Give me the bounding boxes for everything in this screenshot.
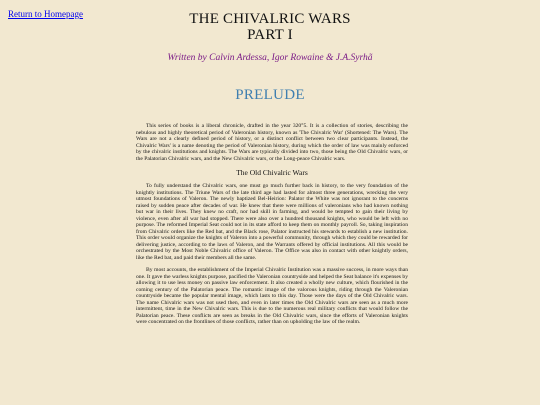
page-subtitle-part: PART I <box>247 27 293 43</box>
page-title: THE CHIVALRIC WARS <box>189 11 351 27</box>
article-body <box>136 123 408 332</box>
body-paragraph-1: To fully understand the Chivalric wars, one must go much further back in history, to the very foundation of the knightly institutions. The Triune Wars of the late third age had lasted for almost three generations, wrecking the very utmost foundations of Valeron. The newly baptized Bel-Heirion: Palator the White was not ignorant to the concerns raised by sudden peace after decades of war. He knew that there were millions of valeronians who had known nothing but war in their lives. They knew no craft, nor had skill in farming, and would be tempted to gain their living by violence, even after all war had stopped. There were also over a hundred thousand knights, who would be left with no purpose. The reformed Imperial Seat could not in its state afford to keep them on monthly payroll. So, taking inspiration from Chivalric orders like the Red bat, and the Black rose, Palator instructed his stewards to establish a new institution. This order would organize the knights of Valeron into a powerful community, through which they could be rewarded for delivering justice, according to the laws of Valeron, and the Warrants offered by official institutions. All this would be orchestrated by the Most Noble Chivalric office of Valeron. The Office was also in contact with other knightly orders, like the Red bat, and paid their members all the same. <box>136 183 408 261</box>
return-to-homepage-link[interactable]: Return to Homepage <box>8 9 83 19</box>
intro-paragraph: This series of books is a liberal chronicle, drafted in the year 320°5. It is a collection of stories, describing the nebulous and highly theoretical period of Valeronian history, known as 'The Chivalric War' (Shortened: The Wars). The Wars are not a clearly defined period of history, or a distinct conflict between two clear participants. Instead, the Chivalric Wars' is a name denoting the period of Valeronian history, during which the order of law was mainly enforced by the chivalric institutions and knights. The Wars are typically divided into two, those being the Old Chivalric wars, or the Palatorian Chivalric wars, and the New Chivalric wars, or the Long-peace Chivalric wars. <box>136 123 408 162</box>
subheading-old-chivalric-wars: The Old Chivalric Wars <box>236 168 308 177</box>
authors-line: Written by Calvin Ardessa, Igor Rowaine & J.A.Syrhã <box>167 53 373 63</box>
body-paragraph-2: By most accounts, the establishment of the Imperial Chivalric Institution was a massive success, in more ways than one. It gave the warless knights purpose, pacified the Valeronian countryside and helped the Seat balance it's expenses by allowing it to use less money on passive law enforcement. It also created a wholly new culture, which flourished in the coming century of the Palatorian peace. The romantic image of the valorous knights, riding through the Valeronian countryside became the popular mental image, which lasts to this day. Those were the days of the Old Chivalric wars. The name Chivalric wars was not used then, and even in later times the Old Chivalric wars are seen as a much more intermittent, time in the New Chivalric wars. This is due to the numerous real military conflicts that would follow the Palatorian peace. These conflicts are seen as breaks in the Old Chivalric wars, since the efforts of Valeronian knights were concentrated on the frontlines of those conflicts, rather than on upholding the law of the realm. <box>136 267 408 325</box>
section-heading-prelude: PRELUDE <box>235 87 305 103</box>
